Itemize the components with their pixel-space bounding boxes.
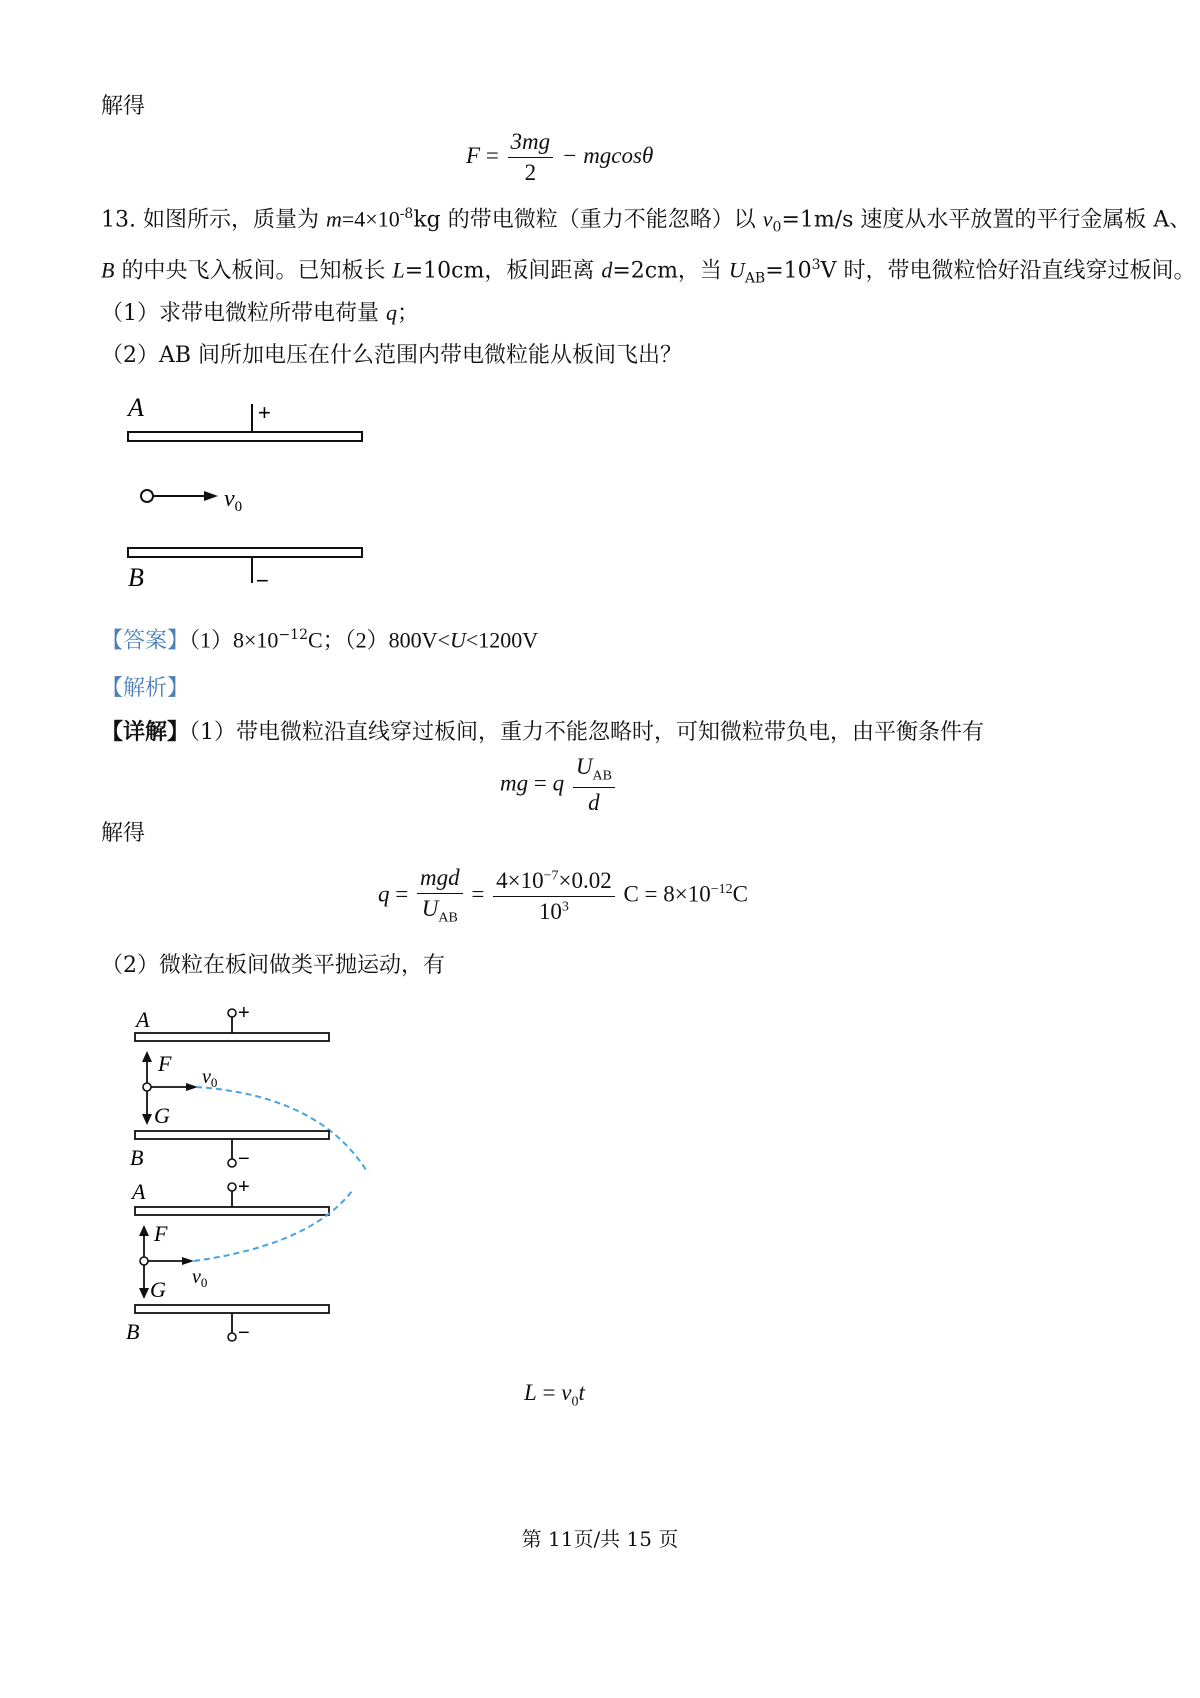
solve-label-2: 解得 <box>101 821 146 846</box>
plate-b-top <box>135 1131 329 1139</box>
velocity-arrowhead <box>204 491 218 501</box>
answer-tag: 【答案】 <box>101 628 190 654</box>
detail-line: 【详解】（1）带电微粒沿直线穿过板间，重力不能忽略时，可知微粒带负电，由平衡条件有 <box>101 719 985 745</box>
plus-sign: + <box>258 400 271 425</box>
svg-text:G: G <box>150 1277 166 1302</box>
problem-line-2: B 的中央飞入板间。已知板长 L=10cm，板间距离 d=2cm，当 $U_{AB}=10^3V$ 时，带电微粒恰好沿直线穿过板间。 <box>101 257 1196 287</box>
svg-text:v0: $v_0$ <box>192 1266 208 1290</box>
plate-b-bottom <box>135 1305 329 1313</box>
svg-text:+: + <box>238 1002 250 1024</box>
diagram-deflect-down <box>130 1002 368 1173</box>
question-1: （1）求带电微粒所带电荷量 q； <box>101 300 420 326</box>
svg-text:B: B <box>130 1145 144 1170</box>
svg-text:+: + <box>238 1176 250 1198</box>
velocity-label: $v_0$ <box>224 486 243 515</box>
equation-force: F = $\frac{3mg}{2}$ − mgcosθ <box>466 129 654 186</box>
page-footer: 第 11页/共 15 页 <box>521 1527 679 1551</box>
svg-text:F: F <box>158 1051 172 1076</box>
equation-balance: mg = q $\frac{U_{AB}}{d}$ <box>500 755 618 815</box>
analysis-tag: 【解析】 <box>101 676 190 701</box>
svg-text:G: G <box>154 1103 170 1128</box>
svg-text:v0: $v_0$ <box>202 1066 218 1090</box>
plate-a-bottom <box>135 1207 329 1215</box>
svg-text:F: F <box>154 1221 168 1246</box>
detail-tag: 【详解】 <box>101 719 190 745</box>
plate-a-label: A <box>128 393 144 422</box>
plate-a <box>128 432 362 441</box>
plate-b-label: B <box>128 563 144 592</box>
diagram-deflect-up <box>126 1176 352 1344</box>
svg-text:−: − <box>238 1322 250 1344</box>
svg-text:A: A <box>136 1007 150 1032</box>
solve-label: 解得 <box>101 94 146 119</box>
answer-line: 【答案】$(1)8\times 10^{-12}C$；（2）800V<U<1200V <box>101 627 539 654</box>
trajectory-up <box>194 1191 352 1261</box>
particle <box>141 490 153 502</box>
question-2: （2）AB 间所加电压在什么范围内带电微粒能从板间飞出？ <box>101 343 683 368</box>
plate-b <box>128 548 362 557</box>
equation-charge: q = $\frac{\text{mgd}}{U_{AB}}$ = $\frac{4\times 10^{-7}\times 0.02}{10^3}$ $C = 8\times 10^{-12}C$ <box>378 865 749 926</box>
capacitor-figure-1 <box>120 390 380 600</box>
problem-line-1: 13. 如图所示，质量为 $m=4\times 10^{-8}kg$ 的带电微粒（重力不能忽略）以 $v_0=1m/s$ 速度从水平放置的平行金属板 A、 <box>101 206 1192 236</box>
minus-sign: − <box>256 568 269 593</box>
equation-length: $L = v_0t$ <box>524 1380 585 1410</box>
trajectory-down <box>196 1087 368 1173</box>
plate-a-top <box>135 1033 329 1041</box>
particle-bottom <box>140 1257 148 1265</box>
capacitor-figure-2 <box>120 995 380 1355</box>
svg-text:A: A <box>132 1179 146 1204</box>
part-2-text: （2）微粒在板间做类平抛运动，有 <box>101 953 445 978</box>
svg-text:−: − <box>238 1148 250 1170</box>
particle-top <box>143 1083 151 1091</box>
svg-text:B: B <box>126 1319 140 1344</box>
